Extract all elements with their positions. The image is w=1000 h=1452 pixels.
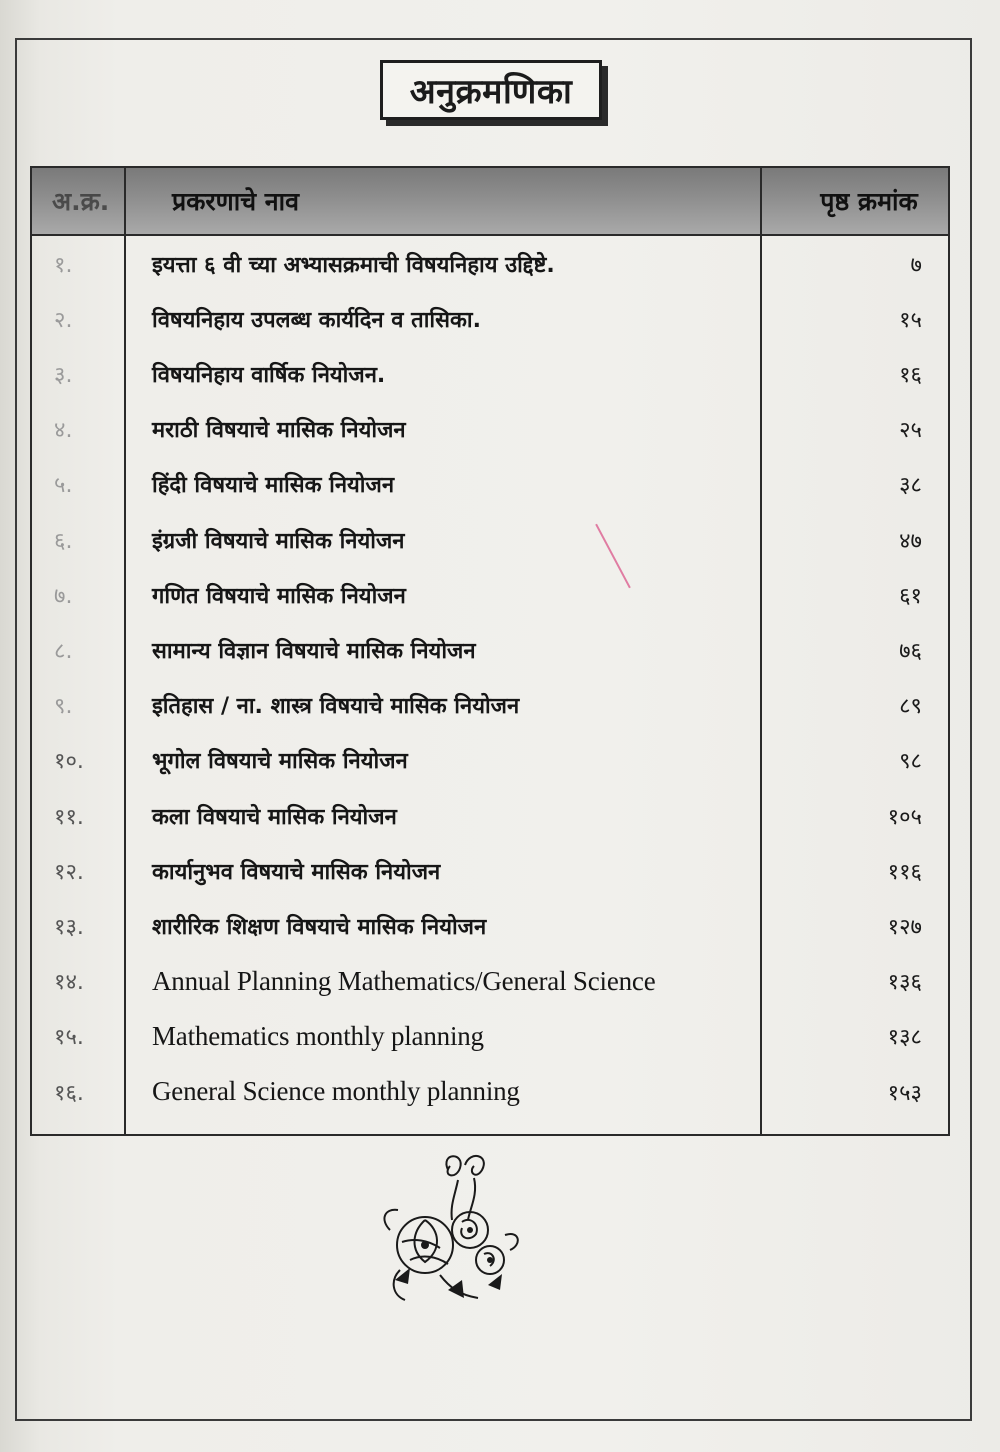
row-page-number: ११६ [887,859,922,885]
table-row [32,291,948,346]
row-chapter-name: Annual Planning Mathematics/General Science [152,965,656,996]
table-of-contents [30,166,950,1136]
table-row [32,1009,948,1064]
row-serial-number: १६. [54,1080,84,1106]
row-page-number: ७६ [899,638,922,664]
row-chapter-name: गणित विषयाचे मासिक नियोजन [152,583,406,609]
row-page-number: ९८ [899,749,922,775]
row-page-number: ३८ [899,473,922,499]
row-serial-number: ३. [54,362,73,388]
row-chapter-name: विषयनिहाय वार्षिक नियोजन. [152,362,386,388]
table-row [32,346,948,401]
row-page-number: ८९ [899,694,922,720]
row-chapter-name: शारीरिक शिक्षण विषयाचे मासिक नियोजन [152,914,487,940]
row-chapter-name: General Science monthly planning [152,1076,520,1106]
row-page-number: १२७ [887,914,922,940]
row-chapter-name: Mathematics monthly planning [152,1020,484,1051]
row-serial-number: २. [54,307,73,333]
flower-ornament-icon [370,1150,530,1310]
row-page-number: २५ [899,418,922,444]
row-serial-number: १३. [54,914,84,940]
table-row [32,512,948,567]
row-chapter-name: इयत्ता ६ वी च्या अभ्यासक्रमाची विषयनिहाय उद्दिष्टे. [152,252,555,278]
row-page-number: १५ [899,307,922,333]
row-page-number: १३६ [887,970,922,996]
table-row [32,898,948,953]
row-serial-number: ५. [54,473,73,499]
row-serial-number: ७. [54,583,73,609]
row-page-number: ७ [910,252,922,278]
table-header [32,168,948,236]
header-page-number: पृष्ठ क्रमांक [820,187,918,216]
header-serial: अ.क्र. [52,187,110,216]
row-chapter-name: विषयनिहाय उपलब्ध कार्यदिन व तासिका. [152,307,481,333]
row-chapter-name: भूगोल विषयाचे मासिक नियोजन [152,749,408,775]
table-row [32,843,948,898]
row-chapter-name: मराठी विषयाचे मासिक नियोजन [152,418,406,444]
page-title: अनुक्रमणिका [380,60,602,120]
row-page-number: ४७ [899,528,922,554]
table-row [32,622,948,677]
row-page-number: ६१ [899,583,922,609]
table-row [32,678,948,733]
table-row [32,567,948,622]
table-row [32,954,948,1009]
header-chapter-name: प्रकरणाचे नाव [172,187,300,216]
row-serial-number: १४. [54,970,84,996]
table-row [32,1064,948,1119]
row-chapter-name: इंग्रजी विषयाचे मासिक नियोजन [152,528,405,554]
row-chapter-name: सामान्य विज्ञान विषयाचे मासिक नियोजन [152,638,476,664]
table-row [32,457,948,512]
row-chapter-name: इतिहास / ना. शास्त्र विषयाचे मासिक नियोजन [152,694,520,720]
table-row [32,402,948,457]
row-serial-number: १०. [54,749,84,775]
row-serial-number: ८. [54,638,73,664]
table-row [32,788,948,843]
row-chapter-name: कला विषयाचे मासिक नियोजन [152,804,397,830]
row-serial-number: ११. [54,804,84,830]
row-page-number: १३८ [887,1025,922,1051]
table-row [32,236,948,291]
row-serial-number: १५. [54,1025,84,1051]
row-page-number: १०५ [887,804,922,830]
row-page-number: १५३ [887,1080,922,1106]
row-chapter-name: हिंदी विषयाचे मासिक नियोजन [152,473,395,499]
row-serial-number: ९. [54,694,73,720]
row-serial-number: १. [54,252,73,278]
row-serial-number: १२. [54,859,84,885]
row-serial-number: ६. [54,528,73,554]
row-page-number: १६ [899,362,922,388]
table-row [32,733,948,788]
row-serial-number: ४. [54,418,73,444]
row-chapter-name: कार्यानुभव विषयाचे मासिक नियोजन [152,859,441,885]
